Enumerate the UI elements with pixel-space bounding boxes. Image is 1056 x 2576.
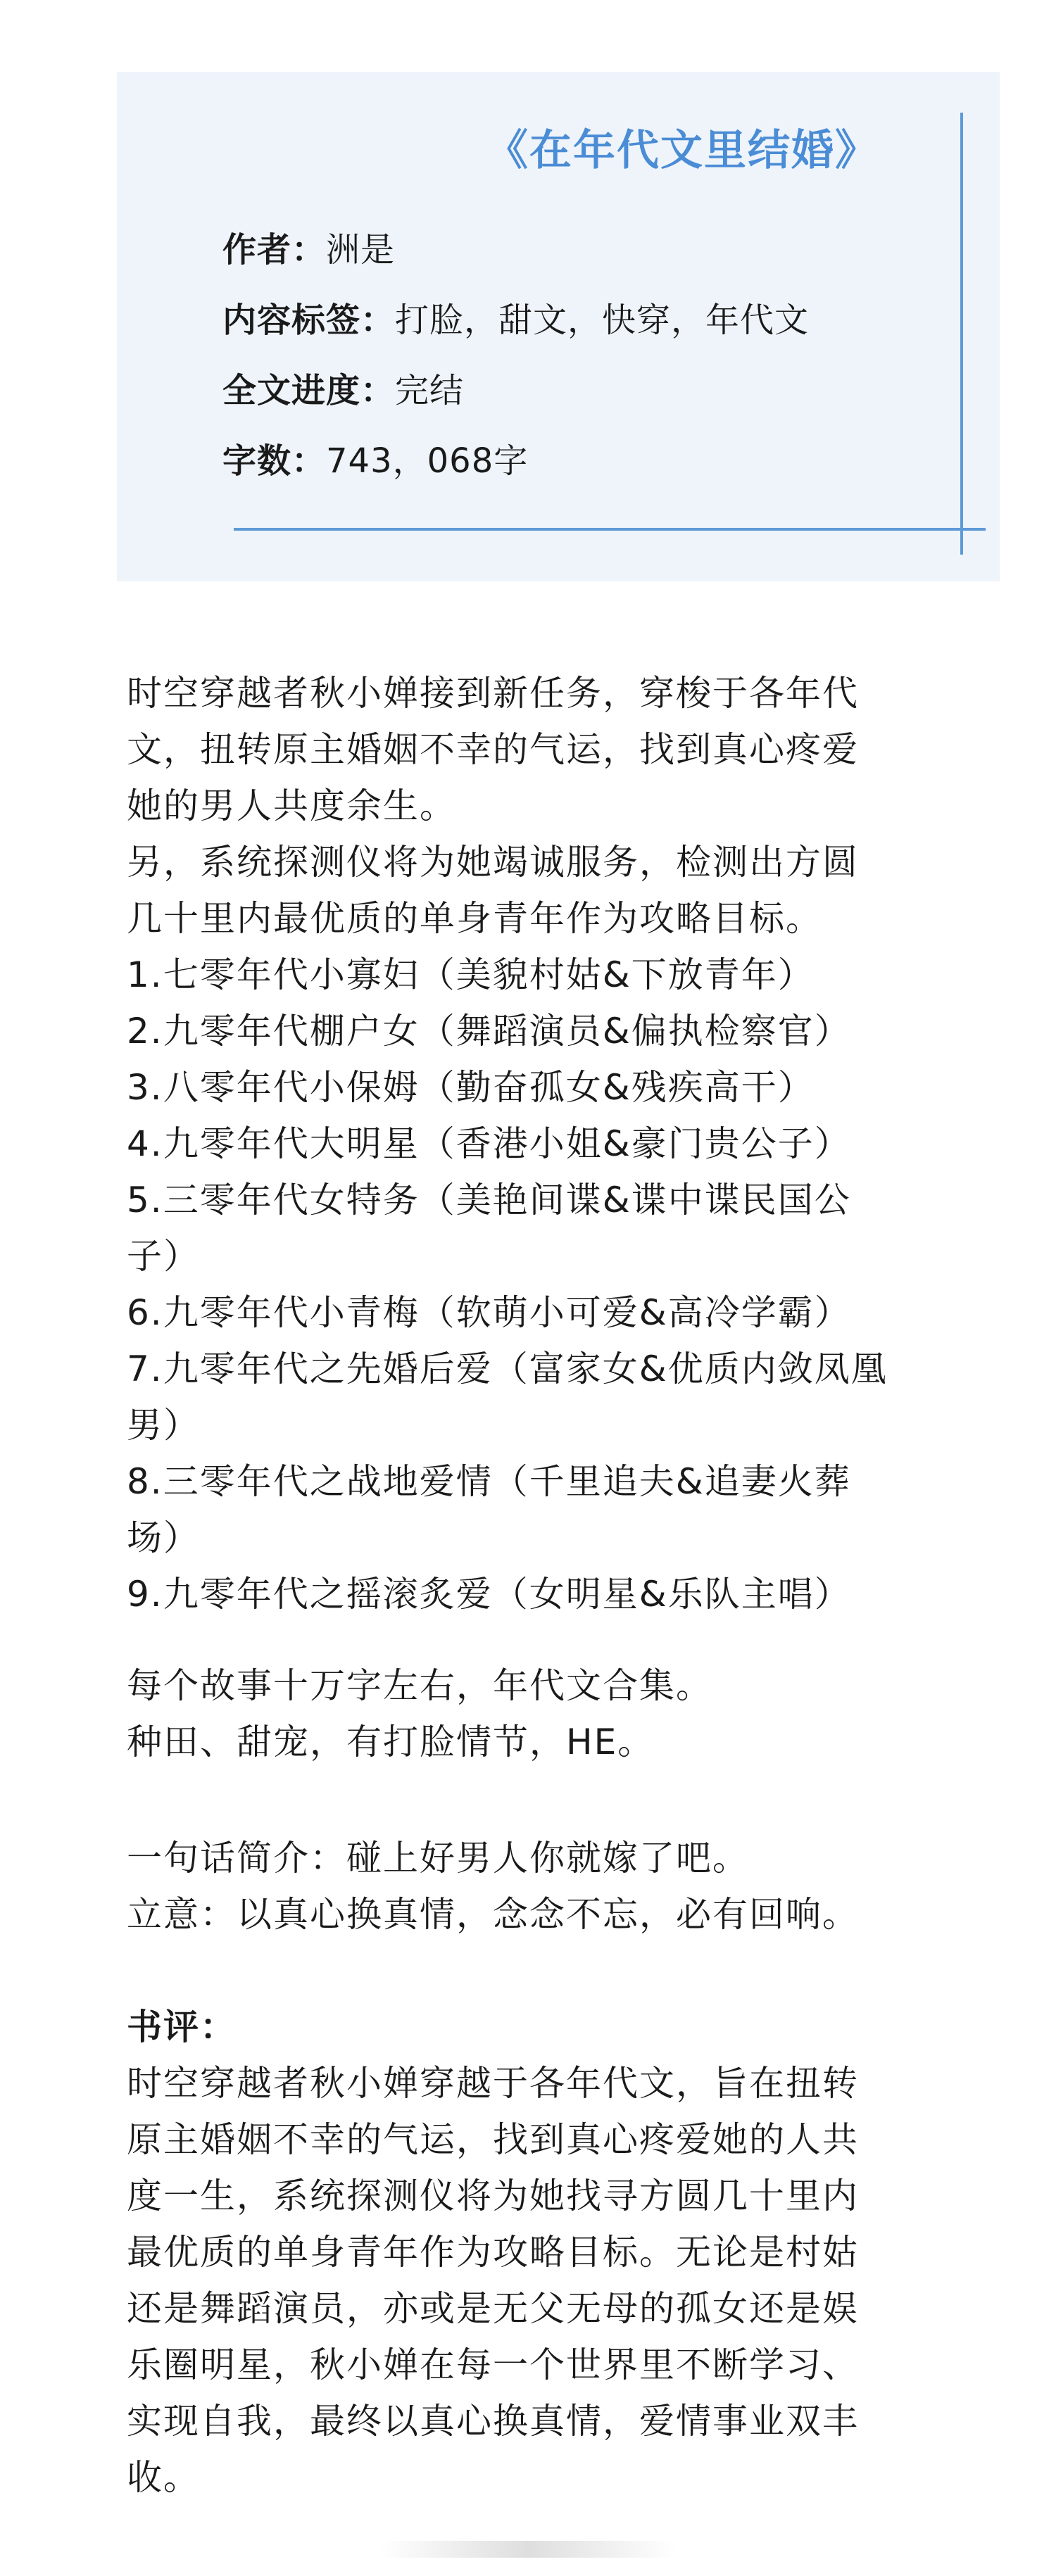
theme-line: 立意：以真心换真情，念念不忘，必有回响。 — [127, 1894, 859, 1935]
review-line: 最优质的单身青年作为攻略目标。无论是村姑 — [127, 2232, 859, 2273]
bottom-fade-decoration — [380, 2541, 676, 2558]
story-list-item: 2.九零年代棚户女（舞蹈演员&偏执检察官） — [127, 1011, 851, 1052]
story-list-item: 1.七零年代小寡妇（美貌村姑&下放青年） — [127, 954, 815, 995]
intro-line: 另，系统探测仪将为她竭诚服务，检测出方圆 — [127, 842, 859, 883]
extra-line: 每个故事十万字左右，年代文合集。 — [127, 1665, 712, 1706]
review-line: 原主婚姻不幸的气运，找到真心疼爱她的人共 — [127, 2119, 859, 2160]
story-list-item: 场） — [127, 1517, 200, 1558]
extra-line: 种田、甜宠，有打脸情节，HE。 — [127, 1722, 655, 1762]
intro-line: 文，扭转原主婚姻不幸的气运，找到真心疼爱 — [127, 729, 859, 770]
card-horizontal-rule — [234, 528, 986, 531]
review-heading: 书评： — [127, 2007, 237, 2047]
book-title: 《在年代文里结婚》 — [486, 126, 879, 175]
word-count-row — [222, 434, 528, 482]
summary-block — [127, 1830, 936, 1943]
progress-value: 完结 — [395, 371, 465, 410]
progress-label: 全文进度： — [222, 371, 396, 410]
author-label: 作者： — [222, 230, 327, 270]
word-count-value: 743，068字 — [326, 441, 529, 481]
story-list-item: 8.三零年代之战地爱情（千里追夫&追妻火葬 — [127, 1461, 851, 1502]
word-count-label: 字数： — [222, 441, 327, 481]
author-value: 洲是 — [326, 230, 396, 270]
story-list-item: 4.九零年代大明星（香港小姐&豪门贵公子） — [127, 1123, 851, 1164]
review-line: 还是舞蹈演员，亦或是无父无母的孤女还是娱 — [127, 2288, 859, 2329]
story-list-item: 6.九零年代小青梅（软萌小可爱&高冷学霸） — [127, 1292, 851, 1333]
intro-line: 几十里内最优质的单身青年作为攻略目标。 — [127, 898, 822, 939]
progress-row — [222, 363, 464, 412]
tags-row — [222, 293, 809, 341]
review-line: 收。 — [127, 2457, 200, 2498]
tags-label: 内容标签： — [222, 301, 396, 340]
story-list-item: 3.八零年代小保姆（勤奋孤女&残疾高干） — [127, 1067, 815, 1108]
extra-info-block — [127, 1658, 936, 1770]
intro-line: 时空穿越者秋小婵接到新任务，穿梭于各年代 — [127, 673, 859, 714]
story-list-item: 9.九零年代之摇滚炙爱（女明星&乐队主唱） — [127, 1574, 851, 1615]
card-vertical-rule — [960, 113, 963, 555]
intro-line: 她的男人共度余生。 — [127, 785, 456, 826]
story-list-item: 男） — [127, 1405, 200, 1446]
author-row — [222, 222, 395, 271]
story-list-item: 5.三零年代女特务（美艳间谍&谍中谍民国公 — [127, 1180, 851, 1220]
story-list-item: 子） — [127, 1236, 200, 1277]
review-line: 实现自我，最终以真心换真情，爱情事业双丰 — [127, 2401, 859, 2442]
review-line: 时空穿越者秋小婵穿越于各年代文，旨在扭转 — [127, 2063, 859, 2104]
synopsis-block — [127, 665, 936, 1622]
review-line: 乐圈明星，秋小婵在每一个世界里不断学习、 — [127, 2344, 859, 2385]
one-line-summary: 一句话简介：碰上好男人你就嫁了吧。 — [127, 1838, 749, 1879]
review-block — [127, 1999, 936, 2506]
review-line: 度一生，系统探测仪将为她找寻方圆几十里内 — [127, 2176, 859, 2216]
story-list-item: 7.九零年代之先婚后爱（富家女&优质内敛凤凰 — [127, 1349, 888, 1389]
tags-value: 打脸，甜文，快穿，年代文 — [395, 301, 810, 340]
